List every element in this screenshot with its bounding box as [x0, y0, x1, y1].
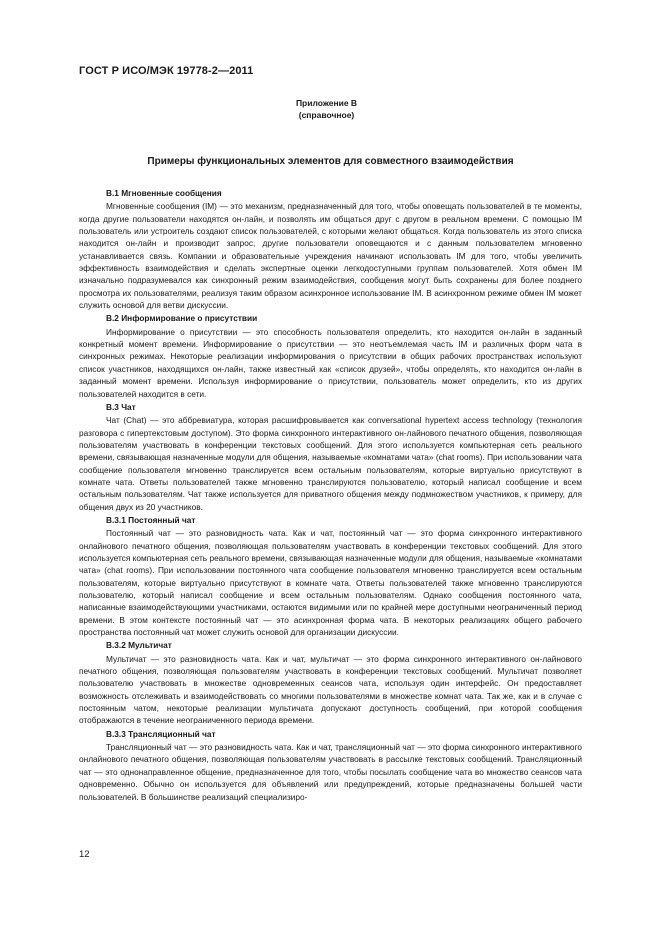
section-paragraph-b2: Информирование о присутствии — это способность пользователя определить, кто находится он-лайн в заданный конкретный момент времени. Информирование о присутствии — это неотъемлемая часть IM и различных форм чата в синхронных режимах. Некоторые реализации информирования о присутствии в общих рабочих пространствах используют список участников, находящихся он-лайн, также известный как «список друзей», чтобы определять, кто находится он-лайн в заданный момент времени. Используя информирование о присутствии, пользователь может определить, кто из других пользователей находится в сети. [79, 326, 582, 399]
section-paragraph-b3-3: Трансляционный чат — это разновидность чата. Как и чат, трансляционный чат — это форма синхронного интерактивного онлайнового печатного общения, позволяющая пользователям участвовать в рассылке текстовых сообщений. Трансляционный чат — это однонаправленное общение, предназначенное для того, чтобы посылать сообщение чата во множество сеансов чата одновременно. Обычно он используется для объявлений или предупреждений, которые предназначены большей части пользователей. В большинстве реализаций специализиро- [79, 742, 582, 802]
annex-note: (справочное) [298, 110, 355, 120]
annex-title: Приложение В [295, 98, 358, 108]
section-heading-b2: В.2 Информирование о присутствии [106, 313, 258, 324]
section-heading-b3-2: В.3.2 Мультичат [106, 640, 172, 651]
standard-header: ГОСТ Р ИСО/МЭК 19778-2—2011 [79, 65, 254, 77]
section-heading-b3: В.3 Чат [106, 401, 136, 412]
section-heading-b3-1: В.3.1 Постоянный чат [106, 514, 196, 525]
section-paragraph-b3-1: Постоянный чат — это разновидность чата. Как и чат, постоянный чат — это форма синхронного интерактивного онлайнового печатного общения, позволяющая пользователям участвовать в конференции текстовых сообщений. Для этого используется компьютерная сеть реального времени, связывающая назначенные модули для общения, называемые «комнатами чата» (chat rooms). При использовании постоянного чата сообщение пользователя мгновенно транслируется всем остальным пользователям, которые виртуально присутствуют в комнате чата. Ответы пользователей также мгновенно транслируются пользователю, который написал сообщение и всем остальным пользователям. Однако сообщения постоянного чата, написанные взаимодействующими участниками, остаются видимыми или по крайней мере доступными неограниченный период времени. В этом контексте постоянный чат — это асинхронная форма чата. В некоторых реализациях общего рабочего пространства постоянный чат может служить основой для организации дискуссии. [79, 528, 582, 638]
section-paragraph-b3-2: Мультичат — это разновидность чата. Как и чат, мультичат — это форма синхронного интерактивного он-лайнового печатного общения, позволяющая пользователям участвовать в конференции текстовых сообщений. Мультичат позволяет пользователю участвовать в множестве одновременных сеансов чата, используя один интерфейс. Он предоставляет возможность отслеживать и взаимодействовать со многими пользователями в множестве комнат чата. Так же, как и в случае с постоянным чатом, некоторые реализации мультичата допускают доступность сообщений, при которой сообщения отображаются в течение неограниченного периода времени. [79, 653, 582, 726]
section-paragraph-b3: Чат (Chat) — это аббревиатура, которая расшифровывается как conversational hypertext access technology (технология разговора с гипертекстовым доступом). Это форма синхронного интерактивного он-лайнового печатного общения, позволяющая пользователям участвовать в конференции текстовых сообщений. Для этого используется компьютерная сеть реального времени, связывающая назначенные модули для общения, называемые «комнатами чата» (chat rooms). При использовании чата сообщение пользователя мгновенно транслируется всем остальным пользователям, которые виртуально присутствуют в комнате чата. Ответы пользователей также мгновенно транслируются пользователю, который написал сообщение и всем остальным пользователям. Чат также используется для приватного общения между подмножеством участников, к примеру, для общения двух из 20 участников. [79, 415, 582, 512]
document-body [79, 186, 582, 803]
page-number: 12 [79, 849, 90, 860]
document-title: Примеры функциональных элементов для совместного взаимодействия [147, 156, 514, 167]
section-paragraph-b1: Мгновенные сообщения (IM) — это механизм, предназначенный для того, чтобы оповещать пользователей в те моменты, когда другие пользователи находятся он-лайн, и позволять им общаться друг с другом в реальном времени. С помощью IM пользователь или устроитель создают список пользователей, с которыми желают общаться. Когда пользователь из этого списка находится он-лайн и производит запрос, другие пользователи оповещаются и с данным пользователем мгновенно устанавливается связь. Компании и образовательные учреждения начинают использовать IM для того, чтобы увеличить эффективность взаимодействия и сделать экспертные оценки легкодоступными группам пользователей. Хотя обмен IM изначально подразумевался как синхронный режим взаимодействия, сообщения могут быть сохранены для более позднего просмотра их пользователями, реализуя таким образом асинхронное использование IM. В асинхронном режиме обмен IM может служить основой для ветви дискуссии. [79, 201, 582, 311]
section-heading-b1: В.1 Мгновенные сообщения [106, 188, 222, 198]
section-heading-b3-3: В.3.3 Трансляционный чат [106, 728, 216, 739]
